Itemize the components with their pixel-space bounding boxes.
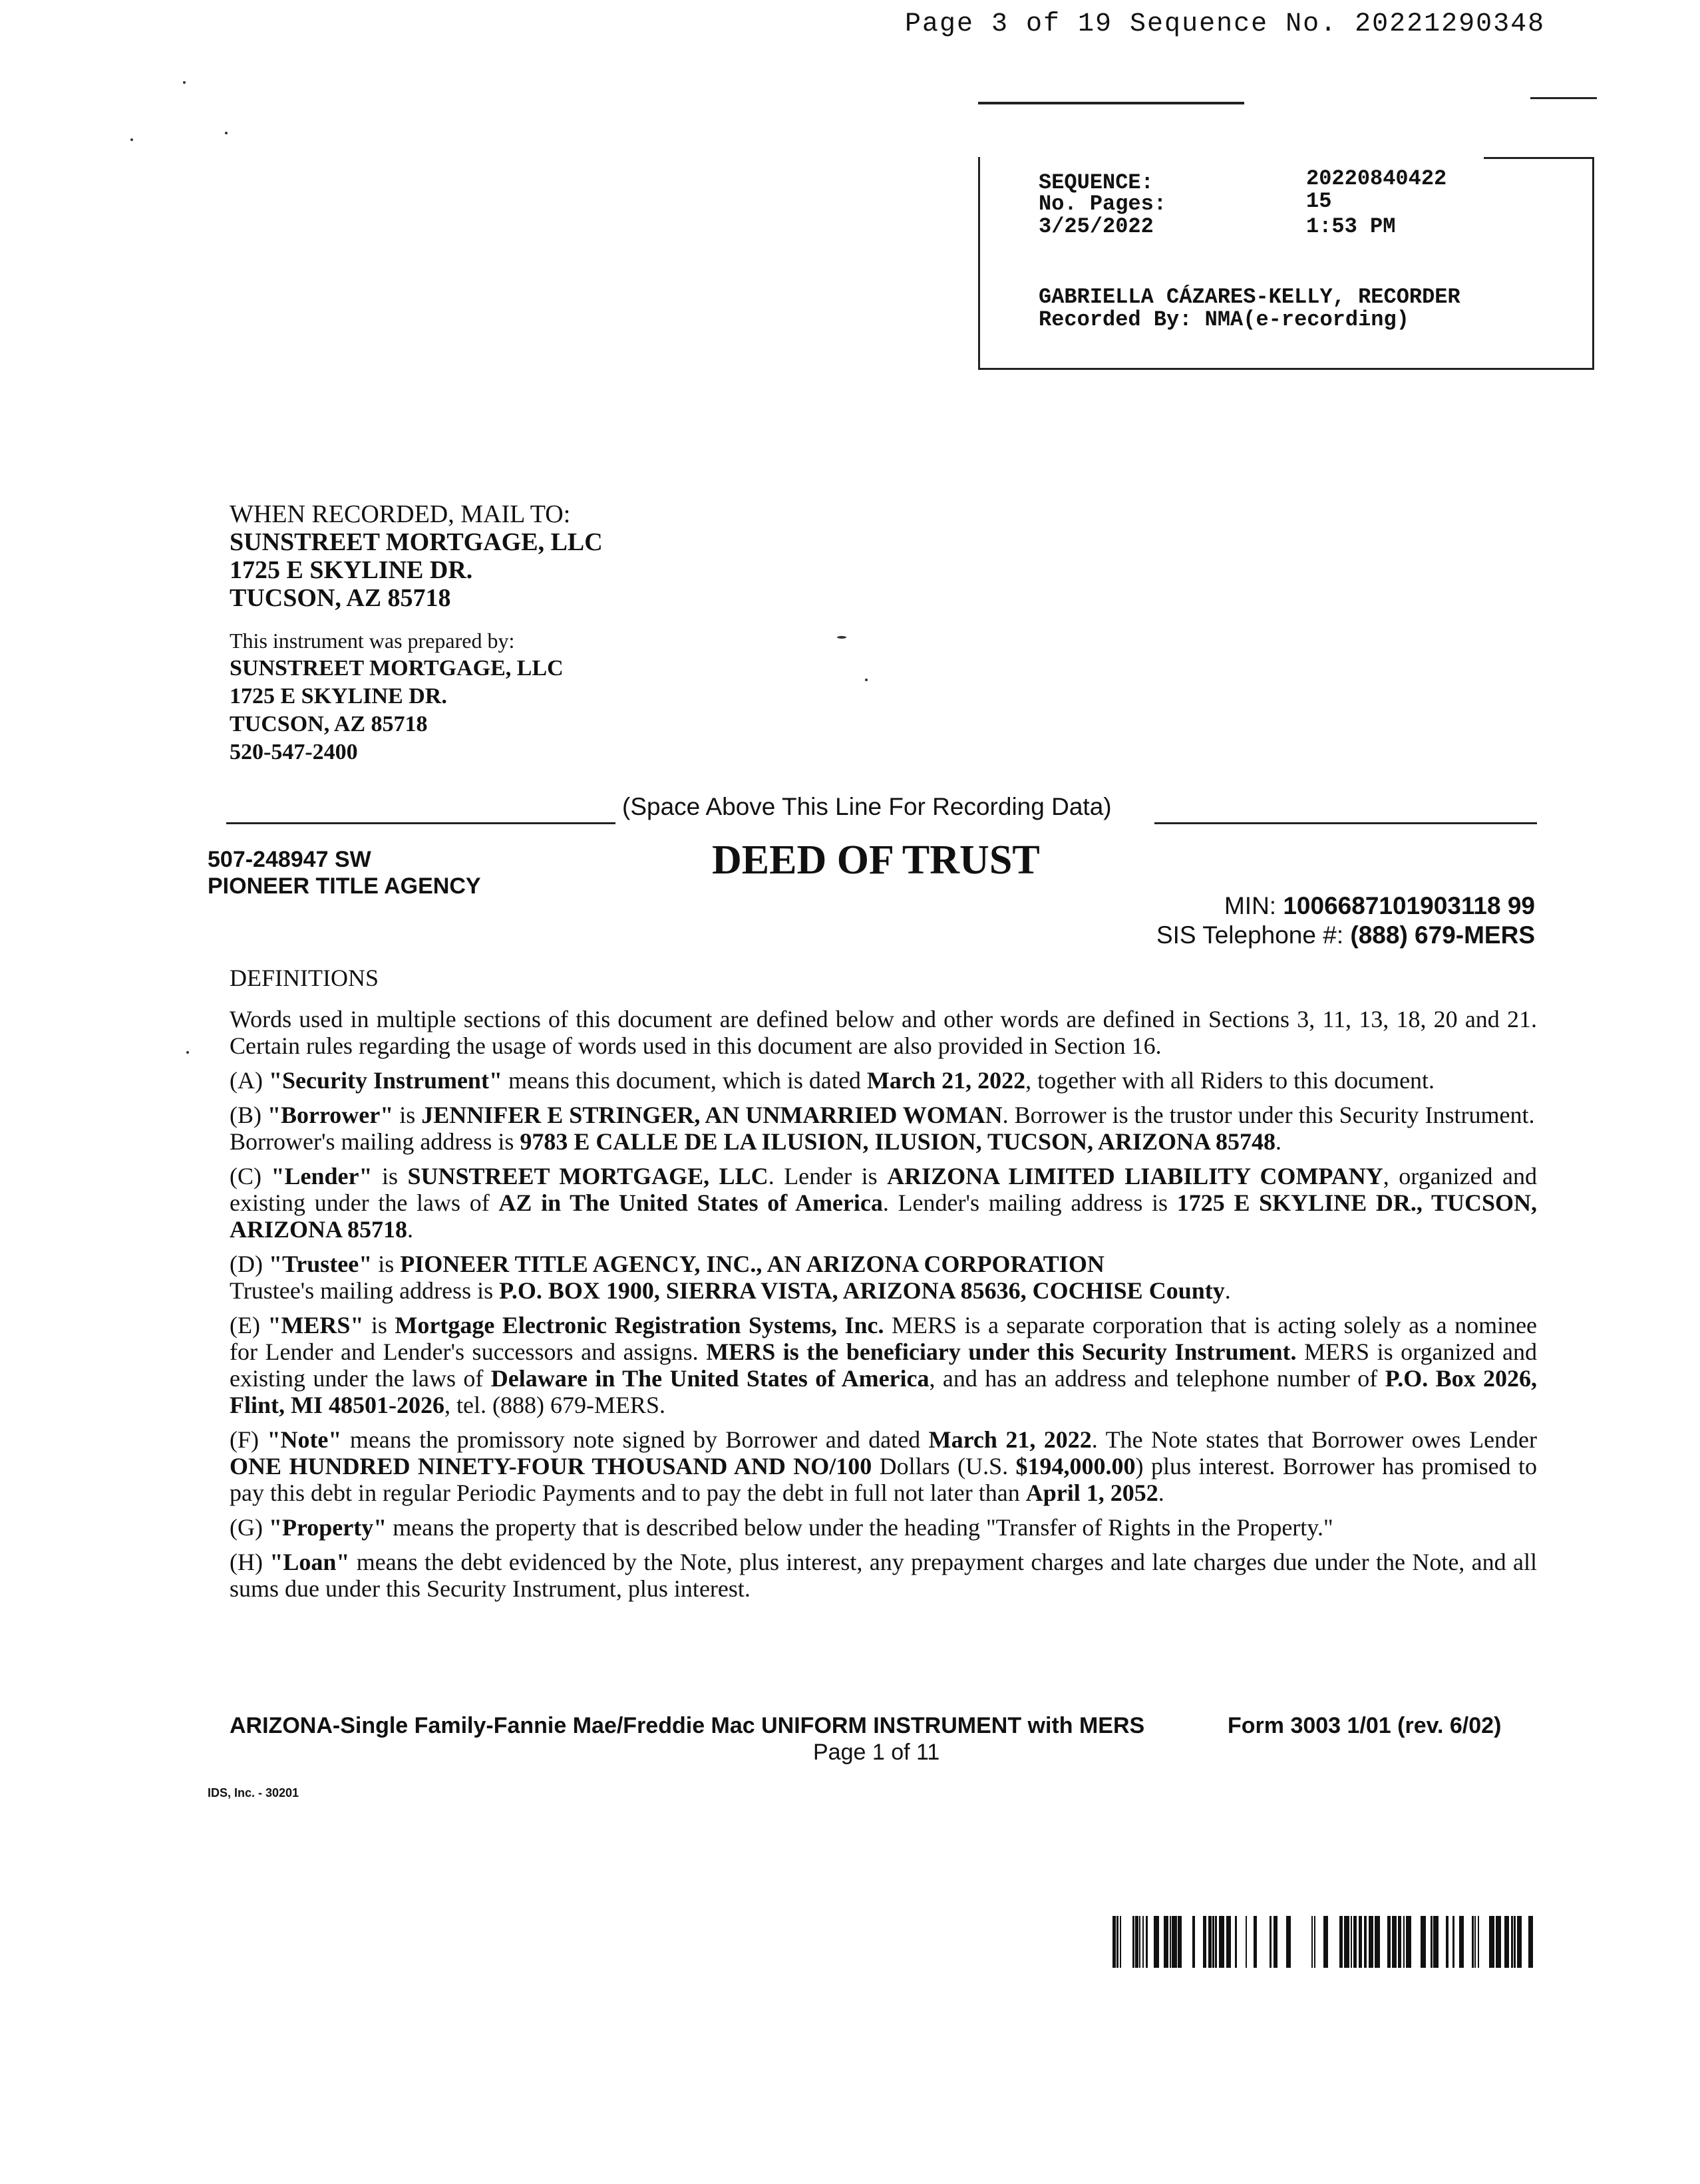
sis-value: (888) 679-MERS — [1350, 921, 1535, 949]
barcode-bar — [1514, 1916, 1516, 1968]
barcode-bar — [1496, 1916, 1501, 1968]
barcode-bar — [1116, 1916, 1118, 1968]
barcode-bar — [1323, 1916, 1328, 1968]
barcode-bar — [1406, 1916, 1411, 1968]
mail-to-line1: SUNSTREET MORTGAGE, LLC — [230, 528, 603, 556]
barcode-bar — [1359, 1916, 1362, 1968]
barcode-bar — [1528, 1916, 1533, 1968]
barcode-bar — [1452, 1916, 1454, 1968]
barcode-bar — [1351, 1916, 1352, 1968]
barcode-bar — [1142, 1916, 1144, 1968]
sis-line — [1156, 921, 1535, 950]
file-number: 507-248947 SW — [208, 847, 371, 872]
prepared-by-block — [230, 627, 564, 766]
barcode-bar — [1132, 1916, 1134, 1968]
stamp-sequence-label: SEQUENCE: — [1039, 170, 1154, 195]
barcode-bar — [1314, 1916, 1315, 1968]
definition-c: (C) "Lender" is SUNSTREET MORTGAGE, LLC. Lender is ARIZONA LIMITED LIABILITY COMPANY, organized and existing under the laws of AZ in The United States of America. Lender's mailing address is 1725 E SKYLINE DR., TUCSON, ARIZONA 85718. — [230, 1163, 1537, 1243]
stamp-sequence-value: 20220840422 — [1306, 166, 1447, 191]
barcode-bar — [1112, 1916, 1116, 1968]
recording-stamp — [978, 157, 1594, 370]
barcode-bar — [1472, 1916, 1474, 1968]
barcode-bar — [1474, 1916, 1476, 1968]
barcode-bar — [1235, 1916, 1237, 1968]
definition-b: (B) "Borrower" is JENNIFER E STRINGER, AN UNMARRIED WOMAN. Borrower is the trustor under this Security Instrument. Borrower's mailing address is 9783 E CALLE DE LA ILUSION, ILUSION, TUCSON, ARIZONA 85748. — [230, 1102, 1535, 1155]
recording-divider-text: (Space Above This Line For Recording Data) — [622, 793, 1112, 820]
barcode-bar — [1353, 1916, 1357, 1968]
scan-mark — [865, 679, 868, 681]
barcode-bar — [1120, 1916, 1121, 1968]
barcode-bar — [1369, 1916, 1373, 1968]
barcode-bar — [1446, 1916, 1448, 1968]
barcode-bar — [1254, 1916, 1257, 1968]
barcode-bar — [1431, 1916, 1433, 1968]
definition-d: (D) "Trustee" is PIONEER TITLE AGENCY, INC., AN ARIZONA CORPORATION Trustee's mailing address is P.O. BOX 1900, SIERRA VISTA, ARIZONA 85636, COCHISE County. — [230, 1251, 1231, 1304]
definitions-heading: DEFINITIONS — [230, 965, 379, 991]
scan-mark — [183, 81, 186, 84]
barcode-bar — [1212, 1916, 1214, 1968]
stamp-top-rule-right — [1530, 97, 1597, 99]
mail-to-heading: WHEN RECORDED, MAIL TO: — [230, 500, 571, 528]
stamp-time: 1:53 PM — [1306, 214, 1396, 239]
definition-a: (A) "Security Instrument" means this document, which is dated March 21, 2022, together with all Riders to this document. — [230, 1067, 1435, 1094]
min-block — [1156, 891, 1535, 950]
scan-mark — [837, 636, 846, 639]
sis-label: SIS Telephone #: — [1156, 921, 1351, 949]
barcode-bar — [1344, 1916, 1349, 1968]
stamp-recorder: GABRIELLA CÁZARES-KELLY, RECORDER — [1039, 285, 1460, 309]
barcode-bar — [1392, 1916, 1397, 1968]
prepared-by-line2: 1725 E SKYLINE DR. — [230, 684, 447, 708]
barcode-bar — [1146, 1916, 1148, 1968]
barcode-image — [1112, 1916, 1533, 1968]
mail-to-block — [230, 500, 603, 612]
page-sequence-header: Page 3 of 19 Sequence No. 20221290348 — [905, 9, 1546, 39]
form-title-line: ARIZONA-Single Family-Fannie Mae/Freddie Mac UNIFORM INSTRUMENT with MERS — [230, 1713, 1145, 1738]
barcode-bar — [1215, 1916, 1217, 1968]
barcode-bar — [1387, 1916, 1391, 1968]
barcode-bar — [1433, 1916, 1439, 1968]
barcode-bar — [1375, 1916, 1380, 1968]
mail-to-line3: TUCSON, AZ 85718 — [230, 584, 451, 612]
file-reference — [208, 846, 481, 899]
barcode-bar — [1164, 1916, 1168, 1968]
form-number: Form 3003 1/01 (rev. 6/02) — [1228, 1713, 1502, 1738]
min-label: MIN: — [1224, 892, 1283, 919]
barcode-bar — [1286, 1916, 1291, 1968]
barcode-bar — [1139, 1916, 1140, 1968]
barcode-bar — [1203, 1916, 1206, 1968]
barcode-bar — [1403, 1916, 1405, 1968]
scan-mark — [130, 138, 133, 141]
barcode-bar — [1489, 1916, 1494, 1968]
title-agency: PIONEER TITLE AGENCY — [208, 873, 481, 899]
mail-to-line2: 1725 E SKYLINE DR. — [230, 556, 473, 584]
barcode-bar — [1154, 1916, 1159, 1968]
prepared-by-heading: This instrument was prepared by: — [230, 629, 515, 653]
barcode-bar — [1511, 1916, 1513, 1968]
definitions-section — [230, 965, 1537, 1610]
barcode-bar — [1192, 1916, 1195, 1968]
scan-mark — [186, 1051, 189, 1054]
scan-mark — [225, 132, 228, 134]
definition-e: (E) "MERS" is Mortgage Electronic Registration Systems, Inc. MERS is a separate corporation that is acting solely as a nominee for Lender and Lender's successors and assigns. MERS is the beneficiary under this Security Instrument. MERS is organized and existing under the laws of Delaware in The United States of America, and has an address and telephone number of P.O. Box 2026, Flint, MI 48501-2026, tel. (888) 679-MERS. — [230, 1312, 1538, 1418]
stamp-pages-label: No. Pages: — [1039, 192, 1167, 216]
min-line — [1156, 891, 1535, 921]
barcode-bar — [1208, 1916, 1212, 1968]
min-value: 1006687101903118 99 — [1283, 892, 1535, 919]
document-title: DEED OF TRUST — [712, 838, 1040, 883]
prepared-by-line3: TUCSON, AZ 85718 — [230, 712, 428, 736]
stamp-date: 3/25/2022 — [1039, 214, 1154, 239]
stamp-recorded-by: Recorded By: NMA(e-recording) — [1039, 307, 1409, 332]
barcode-bar — [1219, 1916, 1224, 1968]
barcode-bar — [1478, 1916, 1479, 1968]
recording-divider-right — [1154, 822, 1537, 824]
barcode-bar — [1311, 1916, 1313, 1968]
barcode-bar — [1517, 1916, 1522, 1968]
barcode-bar — [1339, 1916, 1343, 1968]
barcode-bar — [1421, 1916, 1426, 1968]
definition-h: (H) "Loan" means the debt evidenced by the Note, plus interest, any prepayment charges and late charges due under the Note, and all sums due under this Security Instrument, plus interest. — [230, 1549, 1537, 1602]
barcode-bar — [1270, 1916, 1272, 1968]
ids-code: IDS, Inc. - 30201 — [208, 1786, 299, 1799]
definition-g: (G) "Property" means the property that is described below under the heading "Transfer of Rights in the Property." — [230, 1514, 1333, 1541]
barcode-bar — [1246, 1916, 1247, 1968]
barcode-bar — [1459, 1916, 1464, 1968]
recording-divider-left — [226, 822, 615, 824]
prepared-by-phone: 520-547-2400 — [230, 740, 358, 764]
barcode-bar — [1135, 1916, 1138, 1968]
barcode-bar — [1364, 1916, 1367, 1968]
prepared-by-line1: SUNSTREET MORTGAGE, LLC — [230, 656, 564, 681]
page-number: Page 1 of 11 — [813, 1740, 940, 1765]
barcode-bar — [1226, 1916, 1231, 1968]
stamp-pages-value: 15 — [1306, 189, 1332, 214]
barcode-bar — [1398, 1916, 1401, 1968]
definition-f: (F) "Note" means the promissory note signed by Borrower and dated March 21, 2022. The Note states that Borrower owes Lender ONE HUNDRED NINETY-FOUR THOUSAND AND NO/100 Dollars (U.S. $194,000.00) plus interest. Borrower has promised to pay this debt in regular Periodic Payments and to pay the debt in full not later than April 1, 2052. — [230, 1426, 1538, 1506]
barcode-bar — [1178, 1916, 1182, 1968]
barcode-bar — [1170, 1916, 1171, 1968]
barcode-bar — [1274, 1916, 1277, 1968]
barcode-bar — [1172, 1916, 1177, 1968]
barcode-bar — [1504, 1916, 1509, 1968]
definitions-intro: Words used in multiple sections of this document are defined below and other words are defined in Sections 3, 11, 13, 18, 20 and 21. Certain rules regarding the usage of words used in this document are also provided in Section 16. — [230, 1006, 1537, 1059]
stamp-top-rule — [978, 102, 1244, 104]
